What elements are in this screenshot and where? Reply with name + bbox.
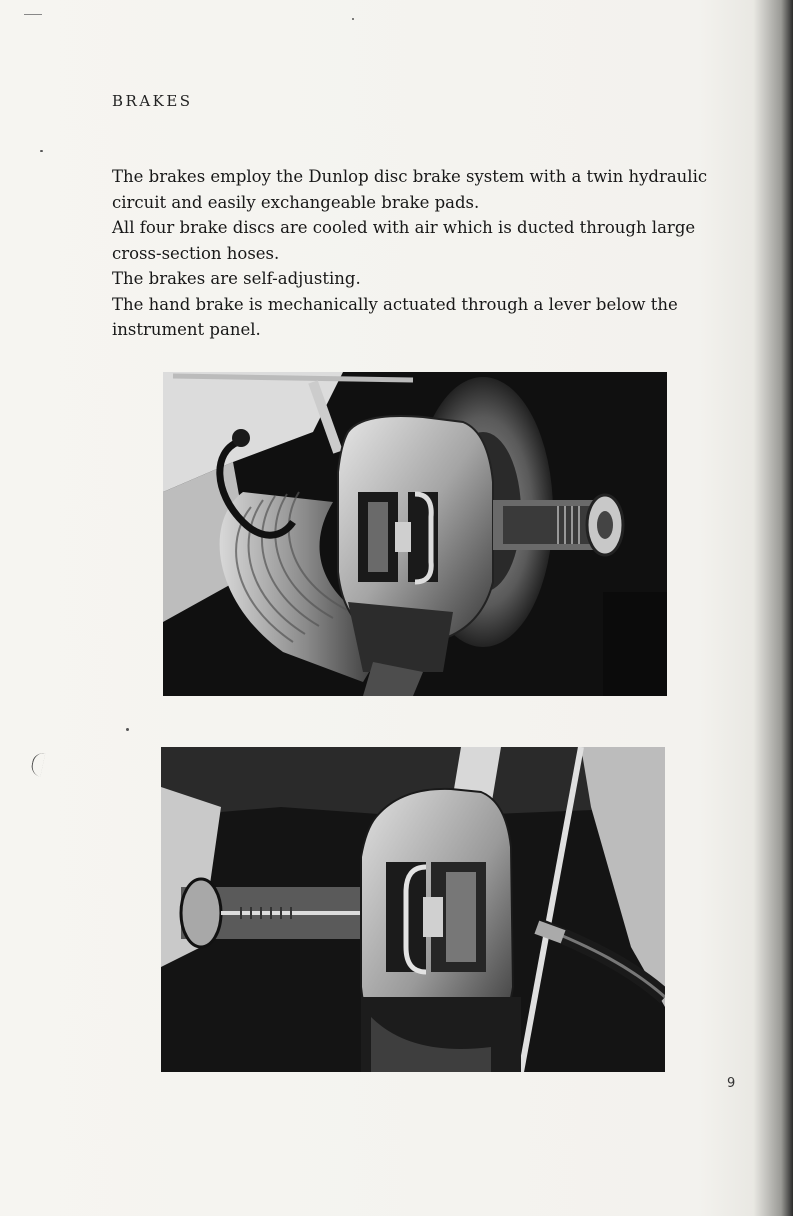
margin-mark — [30, 751, 46, 777]
paragraph-disc-system: The brakes employ the Dunlop disc brake system with a twin hydraulic circuit and easily exchangeable brake pads. — [112, 167, 708, 212]
page-speck — [40, 150, 43, 152]
page-speck — [126, 728, 129, 731]
paragraph-self-adjusting: The brakes are self-adjusting. — [112, 269, 361, 288]
paragraph-disc-cooling: All four brake discs are cooled with air which is ducted through large cross-section hoses. — [112, 218, 696, 263]
paragraph-hand-brake: The hand brake is mechanically actuated through a lever below the instrument panel. — [112, 294, 678, 339]
brake-photo-rear — [161, 747, 665, 1072]
section-heading: BRAKES — [112, 92, 193, 110]
body-text — [112, 164, 742, 343]
page-speck — [352, 18, 354, 20]
brake-photo-front — [163, 372, 667, 696]
page-number: 9 — [727, 1076, 736, 1091]
brake-caliper-image — [161, 747, 665, 1072]
brake-caliper-image — [163, 372, 667, 696]
page-blemish — [24, 14, 42, 15]
